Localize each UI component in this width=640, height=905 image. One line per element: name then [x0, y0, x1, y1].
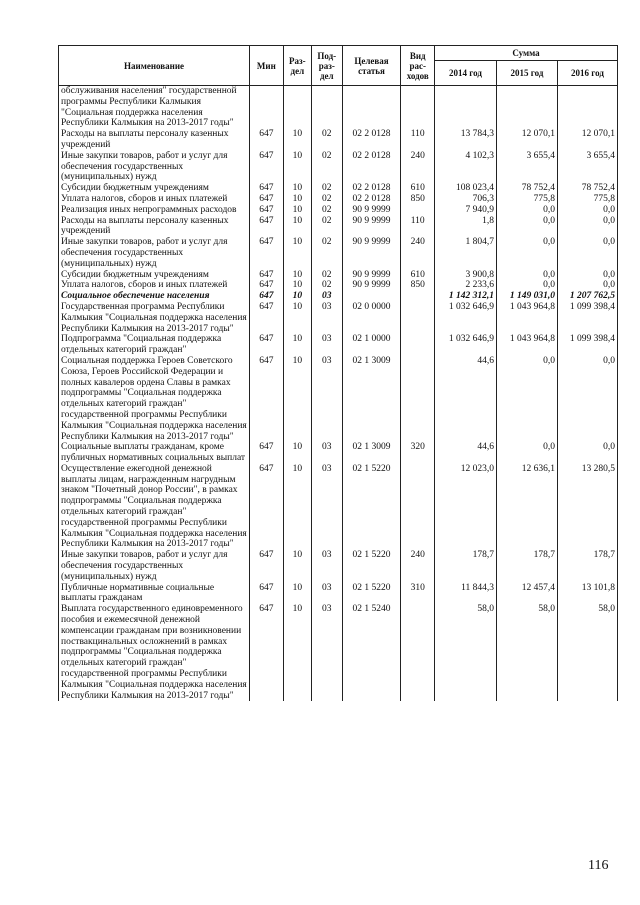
row-min-cell: 647	[250, 151, 284, 183]
row-sum-2015-cell: 1 043 964,8	[496, 302, 557, 334]
row-sum-2015-cell: 0,0	[496, 270, 557, 281]
row-name-cell: Осуществление ежегодной денежной выплаты лицам, награжденным нагрудным знаком "Почетный донор России", в рамках подпрограммы "Социальная поддержка отдельных категорий граждан" государственной программы Республики Калмыкия "Социальная поддержка населения Республики Калмыкия на 2013-2017 годы"	[59, 464, 250, 550]
row-sum-2016-cell: 1 207 762,5	[557, 291, 617, 302]
row-celevaya-statya-cell: 02 2 0128	[342, 129, 401, 151]
row-sum-2016-cell: 13 280,5	[557, 464, 617, 550]
row-min-cell: 647	[250, 129, 284, 151]
row-razdel-cell: 10	[283, 280, 311, 291]
header-celevaya-statya: Целевая статья	[342, 46, 401, 86]
row-sum-2015-cell: 0,0	[496, 356, 557, 442]
row-sum-2016-cell: 1 099 398,4	[557, 302, 617, 334]
row-name-cell: Иные закупки товаров, работ и услуг для обеспечения государственных (муниципальных) нужд	[59, 237, 250, 269]
row-sum-2015-cell: 58,0	[496, 604, 557, 701]
row-sum-2014-cell: 1 032 646,9	[435, 302, 497, 334]
row-razdel-cell: 10	[283, 604, 311, 701]
row-celevaya-statya-cell: 02 2 0128	[342, 194, 401, 205]
row-sum-2016-cell: 0,0	[557, 280, 617, 291]
row-name-cell: Социальная поддержка Героев Советского Союза, Героев Российской Федерации и полных кавалеров ордена Славы в рамках подпрограммы "Социальная поддержка отдельных категорий граждан" государственной программы Республики Калмыкия "Социальная поддержка населения Республики Калмыкия на 2013-2017 годы"	[59, 356, 250, 442]
row-razdel-cell: 10	[283, 216, 311, 238]
row-name-cell: Иные закупки товаров, работ и услуг для обеспечения государственных (муниципальных) нужд	[59, 151, 250, 183]
table-row	[59, 216, 618, 238]
row-sum-2015-cell	[496, 86, 557, 130]
row-sum-2014-cell: 44,6	[435, 356, 497, 442]
row-sum-2014-cell: 7 940,9	[435, 205, 497, 216]
row-name-cell: Расходы на выплаты персоналу казенных учреждений	[59, 216, 250, 238]
row-min-cell: 647	[250, 270, 284, 281]
row-sum-2014-cell: 1 804,7	[435, 237, 497, 269]
row-vid-rashodov-cell	[401, 291, 435, 302]
row-celevaya-statya-cell: 90 9 9999	[342, 205, 401, 216]
table-row	[59, 356, 618, 442]
row-sum-2014-cell: 706,3	[435, 194, 497, 205]
row-min-cell: 647	[250, 334, 284, 356]
row-sum-2014-cell: 108 023,4	[435, 183, 497, 194]
row-celevaya-statya-cell: 02 1 3009	[342, 356, 401, 442]
row-podrazdel-cell: 02	[312, 151, 342, 183]
row-sum-2015-cell: 78 752,4	[496, 183, 557, 194]
table-row	[59, 183, 618, 194]
row-celevaya-statya-cell: 90 9 9999	[342, 216, 401, 238]
table-row	[59, 550, 618, 582]
row-razdel-cell: 10	[283, 302, 311, 334]
row-name-cell: Расходы на выплаты персоналу казенных учреждений	[59, 129, 250, 151]
row-name-cell: Реализация иных непрограммных расходов	[59, 205, 250, 216]
row-vid-rashodov-cell	[401, 334, 435, 356]
row-razdel-cell: 10	[283, 442, 311, 464]
row-vid-rashodov-cell	[401, 302, 435, 334]
row-vid-rashodov-cell: 240	[401, 151, 435, 183]
row-razdel-cell: 10	[283, 583, 311, 605]
row-sum-2016-cell: 78 752,4	[557, 183, 617, 194]
table-row	[59, 464, 618, 550]
row-celevaya-statya-cell: 02 1 3009	[342, 442, 401, 464]
row-min-cell: 647	[250, 302, 284, 334]
row-sum-2014-cell: 12 023,0	[435, 464, 497, 550]
row-vid-rashodov-cell: 320	[401, 442, 435, 464]
row-podrazdel-cell: 03	[312, 302, 342, 334]
row-name-cell: Подпрограмма "Социальная поддержка отдельных категорий граждан"	[59, 334, 250, 356]
row-podrazdel-cell: 03	[312, 464, 342, 550]
header-vid-rashodov: Вид рас-ходов	[401, 46, 435, 86]
table-row	[59, 302, 618, 334]
row-razdel-cell: 10	[283, 151, 311, 183]
row-razdel-cell: 10	[283, 464, 311, 550]
row-sum-2015-cell: 0,0	[496, 237, 557, 269]
row-razdel-cell: 10	[283, 356, 311, 442]
row-min-cell: 647	[250, 356, 284, 442]
row-name-cell: обслуживания населения" государственной программы Республики Калмыкия "Социальная поддержка населения Республики Калмыкия на 2013-2017 годы"	[59, 86, 250, 130]
row-razdel-cell: 10	[283, 205, 311, 216]
table-row	[59, 604, 618, 701]
row-sum-2016-cell: 775,8	[557, 194, 617, 205]
row-sum-2014-cell: 1 032 646,9	[435, 334, 497, 356]
row-podrazdel-cell: 03	[312, 442, 342, 464]
header-name: Наименование	[59, 46, 250, 86]
row-sum-2015-cell: 12 070,1	[496, 129, 557, 151]
header-year-2015: 2015 год	[496, 61, 557, 86]
row-vid-rashodov-cell	[401, 356, 435, 442]
row-sum-2015-cell: 178,7	[496, 550, 557, 582]
table-row	[59, 194, 618, 205]
row-podrazdel-cell: 03	[312, 604, 342, 701]
row-sum-2014-cell: 58,0	[435, 604, 497, 701]
row-razdel-cell: 10	[283, 334, 311, 356]
row-sum-2015-cell: 1 149 031,0	[496, 291, 557, 302]
row-sum-2015-cell: 1 043 964,8	[496, 334, 557, 356]
row-sum-2015-cell: 3 655,4	[496, 151, 557, 183]
row-min-cell: 647	[250, 464, 284, 550]
row-sum-2015-cell: 12 636,1	[496, 464, 557, 550]
row-vid-rashodov-cell: 610	[401, 183, 435, 194]
row-name-cell: Уплата налогов, сборов и иных платежей	[59, 194, 250, 205]
row-razdel-cell: 10	[283, 129, 311, 151]
row-podrazdel-cell: 03	[312, 583, 342, 605]
row-name-cell: Выплата государственного единовременного пособия и ежемесячной денежной компенсации гражданам при возникновении поствакцинальных осложнений в рамках подпрограммы "Социальная поддержка отдельных категорий граждан" государственной программы Республики Калмыкия "Социальная поддержка населения Республики Калмыкия на 2013-2017 годы"	[59, 604, 250, 701]
row-vid-rashodov-cell: 610	[401, 270, 435, 281]
table-row	[59, 334, 618, 356]
row-podrazdel-cell: 02	[312, 205, 342, 216]
row-sum-2014-cell: 3 900,8	[435, 270, 497, 281]
row-celevaya-statya-cell: 90 9 9999	[342, 270, 401, 281]
table-row	[59, 86, 618, 130]
row-name-cell: Субсидии бюджетным учреждениям	[59, 183, 250, 194]
row-celevaya-statya-cell: 02 1 5220	[342, 583, 401, 605]
row-podrazdel-cell: 03	[312, 334, 342, 356]
row-podrazdel-cell: 02	[312, 216, 342, 238]
row-vid-rashodov-cell: 240	[401, 550, 435, 582]
row-podrazdel-cell: 02	[312, 280, 342, 291]
row-name-cell: Публичные нормативные социальные выплаты гражданам	[59, 583, 250, 605]
row-name-cell: Уплата налогов, сборов и иных платежей	[59, 280, 250, 291]
row-sum-2014-cell: 1 142 312,1	[435, 291, 497, 302]
row-sum-2016-cell: 0,0	[557, 270, 617, 281]
row-name-cell: Государственная программа Республики Калмыкия "Социальная поддержка населения Республики Калмыкия на 2013-2017 годы"	[59, 302, 250, 334]
row-podrazdel-cell: 03	[312, 291, 342, 302]
header-summa: Сумма	[435, 46, 618, 61]
row-sum-2014-cell: 1,8	[435, 216, 497, 238]
row-min-cell: 647	[250, 216, 284, 238]
row-podrazdel-cell: 02	[312, 237, 342, 269]
row-sum-2016-cell: 0,0	[557, 237, 617, 269]
table-row	[59, 442, 618, 464]
table-row	[59, 129, 618, 151]
row-min-cell: 647	[250, 604, 284, 701]
row-vid-rashodov-cell: 240	[401, 237, 435, 269]
row-vid-rashodov-cell: 310	[401, 583, 435, 605]
row-sum-2015-cell: 0,0	[496, 442, 557, 464]
row-vid-rashodov-cell: 110	[401, 216, 435, 238]
row-celevaya-statya-cell: 02 1 0000	[342, 334, 401, 356]
row-celevaya-statya-cell: 02 2 0128	[342, 183, 401, 194]
row-name-cell: Иные закупки товаров, работ и услуг для обеспечения государственных (муниципальных) нужд	[59, 550, 250, 582]
row-podrazdel-cell: 02	[312, 270, 342, 281]
row-celevaya-statya-cell: 02 0 0000	[342, 302, 401, 334]
header-razdel: Раз-дел	[283, 46, 311, 86]
row-vid-rashodov-cell: 850	[401, 194, 435, 205]
row-sum-2015-cell: 12 457,4	[496, 583, 557, 605]
header-year-2016: 2016 год	[557, 61, 617, 86]
row-sum-2016-cell: 0,0	[557, 442, 617, 464]
row-podrazdel-cell: 03	[312, 356, 342, 442]
row-min-cell: 647	[250, 442, 284, 464]
row-razdel-cell: 10	[283, 550, 311, 582]
header-year-2014: 2014 год	[435, 61, 497, 86]
row-min-cell: 647	[250, 205, 284, 216]
row-celevaya-statya-cell: 90 9 9999	[342, 237, 401, 269]
row-podrazdel-cell: 02	[312, 183, 342, 194]
row-min-cell: 647	[250, 183, 284, 194]
table-row	[59, 291, 618, 302]
row-sum-2014-cell	[435, 86, 497, 130]
row-sum-2016-cell: 13 101,8	[557, 583, 617, 605]
row-celevaya-statya-cell: 02 1 5220	[342, 464, 401, 550]
row-podrazdel-cell	[312, 86, 342, 130]
row-razdel-cell: 10	[283, 194, 311, 205]
row-vid-rashodov-cell	[401, 464, 435, 550]
row-name-cell: Социальное обеспечение населения	[59, 291, 250, 302]
row-sum-2014-cell: 178,7	[435, 550, 497, 582]
row-sum-2016-cell	[557, 86, 617, 130]
row-celevaya-statya-cell: 02 2 0128	[342, 151, 401, 183]
row-sum-2016-cell: 1 099 398,4	[557, 334, 617, 356]
row-sum-2014-cell: 13 784,3	[435, 129, 497, 151]
row-name-cell: Социальные выплаты гражданам, кроме публичных нормативных социальных выплат	[59, 442, 250, 464]
row-vid-rashodov-cell: 850	[401, 280, 435, 291]
header-podrazdel: Под-раз-дел	[312, 46, 342, 86]
row-celevaya-statya-cell: 02 1 5240	[342, 604, 401, 701]
row-sum-2016-cell: 178,7	[557, 550, 617, 582]
table-body	[59, 86, 618, 702]
table-row	[59, 583, 618, 605]
row-sum-2015-cell: 0,0	[496, 280, 557, 291]
row-sum-2014-cell: 11 844,3	[435, 583, 497, 605]
row-vid-rashodov-cell	[401, 86, 435, 130]
row-podrazdel-cell: 02	[312, 194, 342, 205]
row-razdel-cell: 10	[283, 270, 311, 281]
row-sum-2014-cell: 4 102,3	[435, 151, 497, 183]
row-razdel-cell: 10	[283, 237, 311, 269]
table-header	[59, 46, 618, 86]
row-vid-rashodov-cell: 110	[401, 129, 435, 151]
row-celevaya-statya-cell	[342, 86, 401, 130]
row-sum-2014-cell: 44,6	[435, 442, 497, 464]
row-min-cell	[250, 86, 284, 130]
row-celevaya-statya-cell	[342, 291, 401, 302]
row-min-cell: 647	[250, 237, 284, 269]
row-min-cell: 647	[250, 550, 284, 582]
row-sum-2016-cell: 0,0	[557, 216, 617, 238]
row-razdel-cell: 10	[283, 183, 311, 194]
page-number: 116	[588, 858, 609, 873]
row-razdel-cell	[283, 86, 311, 130]
table-row	[59, 151, 618, 183]
row-min-cell: 647	[250, 583, 284, 605]
row-celevaya-statya-cell: 02 1 5220	[342, 550, 401, 582]
row-sum-2016-cell: 0,0	[557, 356, 617, 442]
row-min-cell: 647	[250, 291, 284, 302]
row-sum-2015-cell: 0,0	[496, 216, 557, 238]
table-row	[59, 205, 618, 216]
budget-table	[58, 45, 618, 701]
row-sum-2016-cell: 0,0	[557, 205, 617, 216]
table-row	[59, 237, 618, 269]
row-sum-2014-cell: 2 233,6	[435, 280, 497, 291]
row-name-cell: Субсидии бюджетным учреждениям	[59, 270, 250, 281]
row-sum-2016-cell: 3 655,4	[557, 151, 617, 183]
row-razdel-cell: 10	[283, 291, 311, 302]
row-min-cell: 647	[250, 194, 284, 205]
row-sum-2016-cell: 12 070,1	[557, 129, 617, 151]
row-sum-2015-cell: 775,8	[496, 194, 557, 205]
row-podrazdel-cell: 03	[312, 550, 342, 582]
header-min: Мин	[250, 46, 284, 86]
row-podrazdel-cell: 02	[312, 129, 342, 151]
row-sum-2016-cell: 58,0	[557, 604, 617, 701]
row-vid-rashodov-cell	[401, 604, 435, 701]
row-min-cell: 647	[250, 280, 284, 291]
row-sum-2015-cell: 0,0	[496, 205, 557, 216]
row-celevaya-statya-cell: 90 9 9999	[342, 280, 401, 291]
table-row	[59, 270, 618, 281]
row-vid-rashodov-cell	[401, 205, 435, 216]
table-row	[59, 280, 618, 291]
